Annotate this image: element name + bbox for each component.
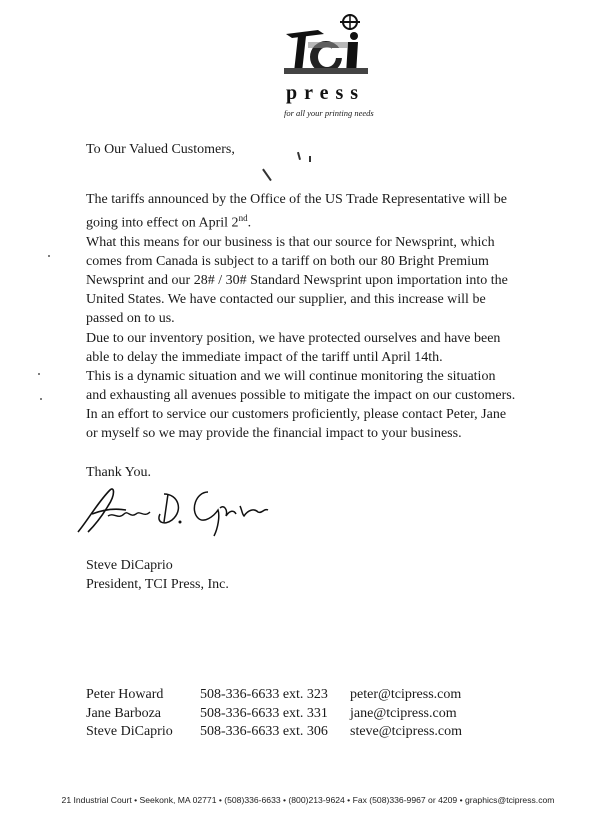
logo-wordmark: press: [286, 82, 366, 104]
paragraph-tariff-notice: [86, 190, 556, 328]
paragraph-line: What this means for our business is that our source for Newsprint, which: [86, 234, 495, 250]
company-logo: [272, 12, 392, 122]
paragraph-line: Due to our inventory position, we have protected ourselves and have been: [86, 331, 501, 346]
paragraph-line: comes from Canada is subject to a tariff on both our 80 Bright Premium: [86, 253, 489, 269]
tci-logo-mark: [278, 12, 378, 84]
signer-block: [86, 556, 556, 594]
footer-address: 21 Industrial Court • Seekonk, MA 02771 • (508)336-6633 • (800)213-9624 • Fax (508)336-9967 or 4209 • graphics@tcipress.com: [61, 795, 555, 805]
contact-email[interactable]: jane@tcipress.com: [350, 705, 457, 721]
logo-tagline: for all your printing needs: [284, 108, 374, 118]
contact-name: Steve DiCaprio: [86, 724, 173, 739]
greeting: To Our Valued Customers,: [86, 142, 235, 157]
contact-name: Peter Howard: [86, 687, 164, 702]
scan-mark: [309, 156, 311, 162]
contact-phone: 508-336-6633 ext. 306: [200, 724, 328, 739]
paragraph-line: In an effort to service our customers proficiently, please contact Peter, Jane: [86, 407, 507, 422]
closing: Thank You.: [86, 465, 151, 480]
contact-phone: 508-336-6633 ext. 323: [200, 687, 328, 702]
contact-name: Jane Barboza: [86, 705, 162, 721]
paragraph-line: Newsprint and our 28# / 30# Standard Newsprint upon importation into the: [86, 272, 508, 288]
signer-title: President, TCI Press, Inc.: [86, 577, 229, 592]
contact-row: [86, 723, 462, 742]
paragraph-line: United States. We have contacted our supplier, and this increase will be: [86, 291, 486, 307]
scan-mark: [262, 169, 271, 181]
signature: [68, 480, 278, 540]
scan-speck: [40, 398, 42, 400]
paragraph-line: or myself so we may provide the financial impact to your business.: [86, 426, 462, 441]
paragraph-line: and exhausting all avenues possible to mitigate the impact on our customers.: [86, 388, 516, 403]
scan-speck: [48, 255, 50, 257]
contact-list: [86, 686, 462, 742]
contact-phone: 508-336-6633 ext. 331: [200, 705, 328, 721]
contact-email[interactable]: peter@tcipress.com: [350, 687, 462, 702]
contact-row: [86, 686, 462, 705]
paragraph-line: This is a dynamic situation and we will continue monitoring the situation: [86, 369, 496, 384]
contact-row: [86, 705, 462, 724]
signer-name: Steve DiCaprio: [86, 558, 173, 573]
paragraph-inventory: [86, 329, 556, 443]
scan-speck: [38, 373, 40, 375]
paragraph-line: going into effect on April 2nd.: [86, 213, 252, 231]
paragraph-line: passed on to us.: [86, 310, 175, 326]
contact-email[interactable]: steve@tcipress.com: [350, 724, 463, 739]
paragraph-line: able to delay the immediate impact of the tariff until April 14th.: [86, 350, 443, 365]
paragraph-line: The tariffs announced by the Office of the US Trade Representative will be: [86, 192, 507, 207]
